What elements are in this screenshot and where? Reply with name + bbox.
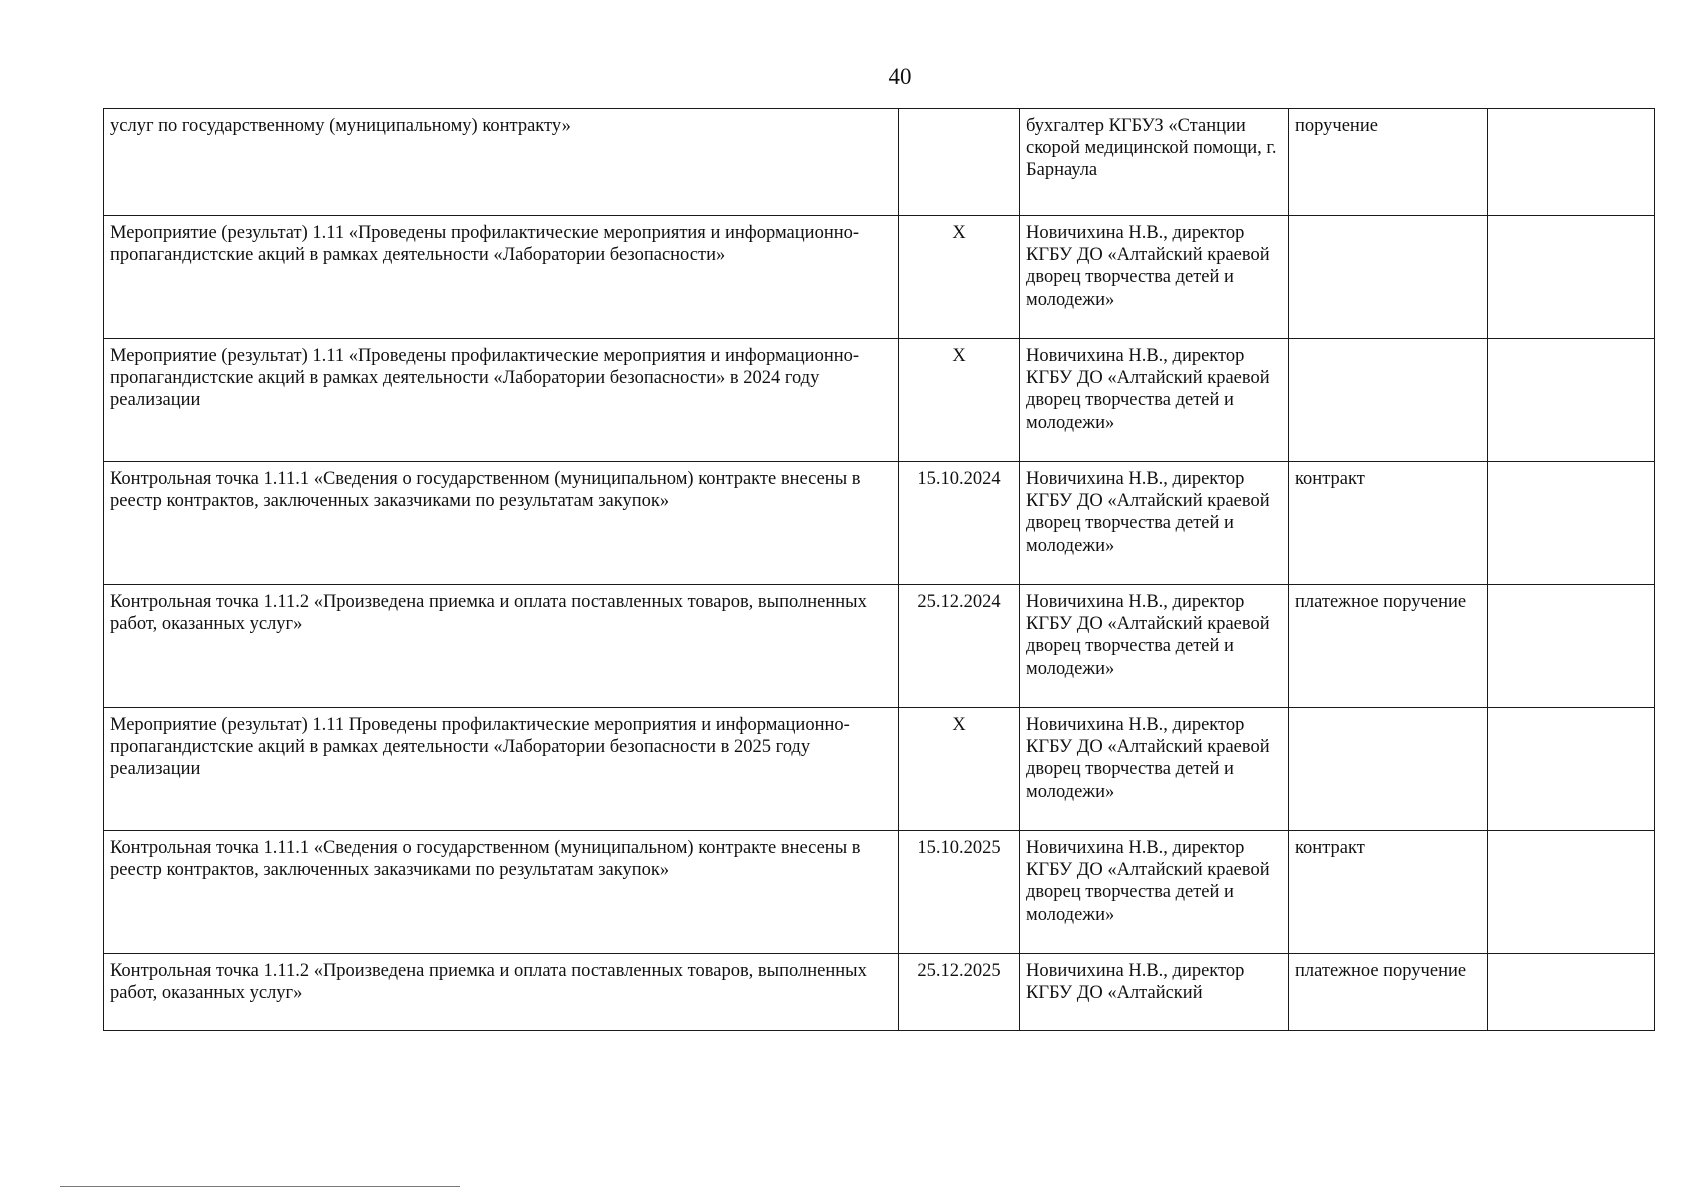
- cell-document: [1289, 216, 1488, 339]
- table-row: [104, 462, 1655, 585]
- cell-name: услуг по государственному (муниципальному) контракту»: [104, 109, 899, 216]
- table-row: [104, 339, 1655, 462]
- cell-responsible: Новичихина Н.В., директор КГБУ ДО «Алтайский краевой дворец творчества детей и молодежи»: [1020, 585, 1289, 708]
- cell-extra: [1488, 339, 1655, 462]
- table-row: [104, 216, 1655, 339]
- cell-responsible: бухгалтер КГБУЗ «Станции скорой медицинской помощи, г. Барнаула: [1020, 109, 1289, 216]
- cell-name: Мероприятие (результат) 1.11 «Проведены профилактические мероприятия и информационно-пропагандистские акций в рамках деятельности «Лаборатории безопасности»: [104, 216, 899, 339]
- page-number: 40: [888, 64, 912, 89]
- cell-extra: [1488, 462, 1655, 585]
- cell-extra: [1488, 585, 1655, 708]
- cell-date: [899, 109, 1020, 216]
- cell-date: 15.10.2025: [899, 831, 1020, 954]
- cell-date: 15.10.2024: [899, 462, 1020, 585]
- cell-responsible: Новичихина Н.В., директор КГБУ ДО «Алтайский: [1020, 954, 1289, 1031]
- cell-name: Контрольная точка 1.11.2 «Произведена приемка и оплата поставленных товаров, выполненных работ, оказанных услуг»: [104, 954, 899, 1031]
- cell-document: контракт: [1289, 831, 1488, 954]
- cell-extra: [1488, 954, 1655, 1031]
- cell-date: X: [899, 216, 1020, 339]
- cell-name: Контрольная точка 1.11.1 «Сведения о государственном (муниципальном) контракте внесены в реестр контрактов, заключенных заказчиками по результатам закупок»: [104, 462, 899, 585]
- plan-table: [103, 108, 1655, 1031]
- cell-extra: [1488, 109, 1655, 216]
- cell-document: [1289, 339, 1488, 462]
- table-row: [104, 708, 1655, 831]
- table-row: [104, 109, 1655, 216]
- cell-responsible: Новичихина Н.В., директор КГБУ ДО «Алтайский краевой дворец творчества детей и молодежи»: [1020, 462, 1289, 585]
- table-row: [104, 831, 1655, 954]
- cell-name: Контрольная точка 1.11.1 «Сведения о государственном (муниципальном) контракте внесены в реестр контрактов, заключенных заказчиками по результатам закупок»: [104, 831, 899, 954]
- cell-responsible: Новичихина Н.В., директор КГБУ ДО «Алтайский краевой дворец творчества детей и молодежи»: [1020, 339, 1289, 462]
- cell-responsible: Новичихина Н.В., директор КГБУ ДО «Алтайский краевой дворец творчества детей и молодежи»: [1020, 216, 1289, 339]
- cell-extra: [1488, 216, 1655, 339]
- cell-document: контракт: [1289, 462, 1488, 585]
- cell-document: [1289, 708, 1488, 831]
- cell-responsible: Новичихина Н.В., директор КГБУ ДО «Алтайский краевой дворец творчества детей и молодежи»: [1020, 831, 1289, 954]
- cell-name: Контрольная точка 1.11.2 «Произведена приемка и оплата поставленных товаров, выполненных работ, оказанных услуг»: [104, 585, 899, 708]
- cell-date: 25.12.2025: [899, 954, 1020, 1031]
- cell-date: X: [899, 339, 1020, 462]
- scan-artifact-line: [60, 1186, 460, 1187]
- cell-document: платежное поручение: [1289, 585, 1488, 708]
- table-row: [104, 585, 1655, 708]
- cell-name: Мероприятие (результат) 1.11 «Проведены профилактические мероприятия и информационно-пропагандистские акций в рамках деятельности «Лаборатории безопасности» в 2024 году реализации: [104, 339, 899, 462]
- cell-extra: [1488, 831, 1655, 954]
- plan-table-body: [104, 109, 1655, 1031]
- cell-extra: [1488, 708, 1655, 831]
- cell-name: Мероприятие (результат) 1.11 Проведены профилактические мероприятия и информационно-пропагандистские акций в рамках деятельности «Лаборатории безопасности в 2025 году реализации: [104, 708, 899, 831]
- table-row: [104, 954, 1655, 1031]
- cell-date: 25.12.2024: [899, 585, 1020, 708]
- cell-document: платежное поручение: [1289, 954, 1488, 1031]
- cell-document: поручение: [1289, 109, 1488, 216]
- cell-responsible: Новичихина Н.В., директор КГБУ ДО «Алтайский краевой дворец творчества детей и молодежи»: [1020, 708, 1289, 831]
- cell-date: X: [899, 708, 1020, 831]
